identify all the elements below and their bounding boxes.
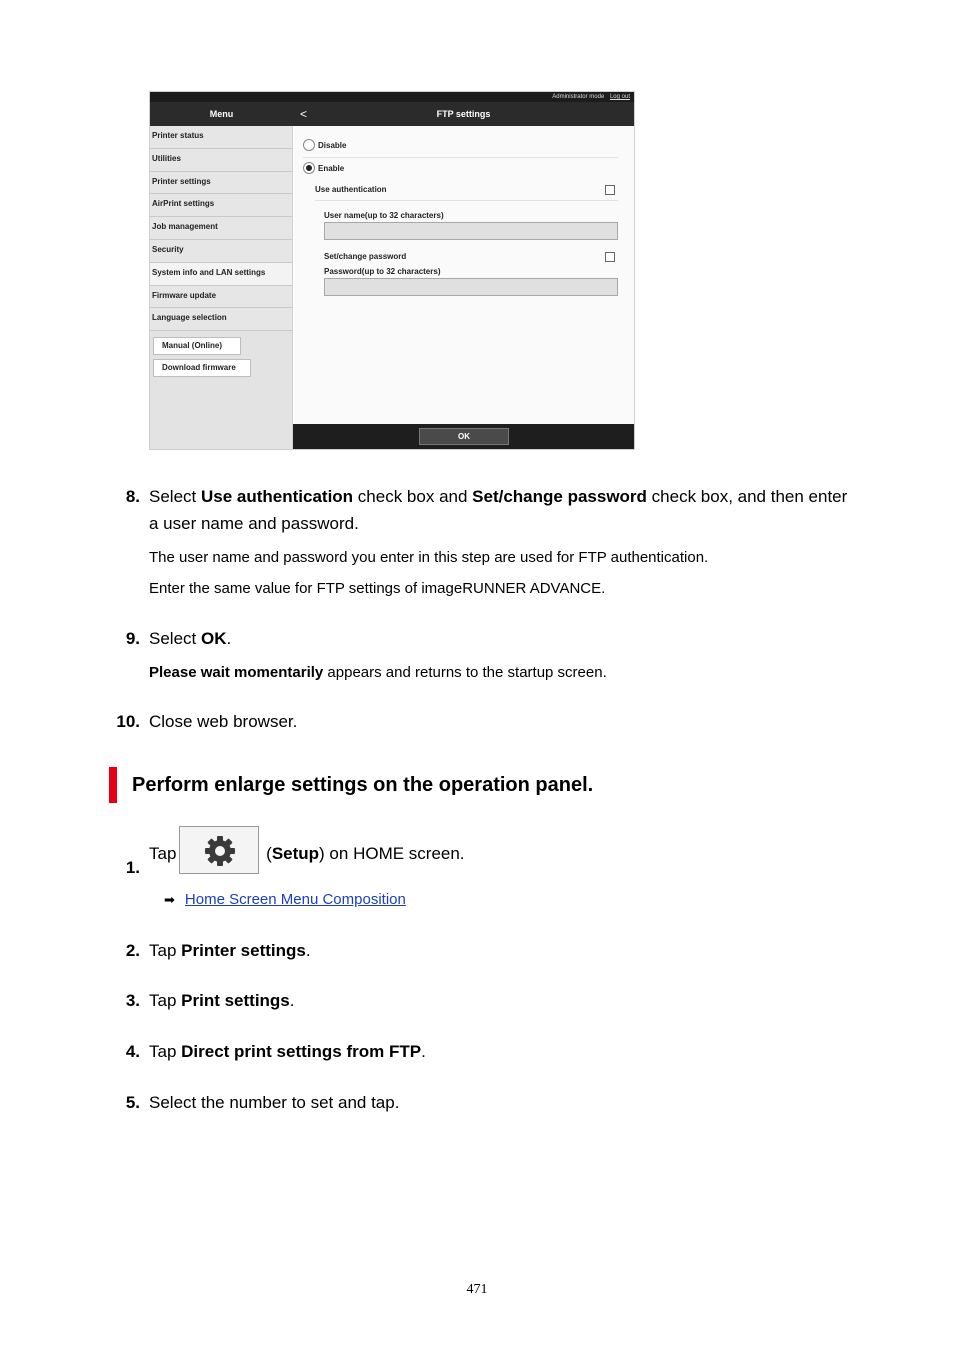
home-screen-link-row <box>164 890 406 910</box>
section-accent-bar <box>109 767 117 803</box>
ftp-settings-screenshot <box>149 91 635 450</box>
ok-bold: OK <box>200 629 227 648</box>
menu-title: Menu <box>209 109 234 119</box>
password-label: Password(up to 32 characters) <box>324 267 441 276</box>
radio-disable-label: Disable <box>318 140 347 150</box>
section-title: Perform enlarge settings on the operation panel. <box>132 774 594 796</box>
use-authentication-bold: Use authentication <box>200 487 354 506</box>
text: . <box>226 629 232 648</box>
text: . <box>305 941 311 960</box>
step-9-number: 9. <box>125 629 140 648</box>
back-arrow-icon[interactable]: < <box>300 107 308 121</box>
text: appears and returns to the startup screen. <box>323 664 607 681</box>
ok-button[interactable]: OK <box>419 428 509 445</box>
substep-1-number: 1. <box>125 858 140 877</box>
substep-2-text <box>149 937 849 964</box>
substep-5-number: 5. <box>125 1093 140 1112</box>
step-8-number: 8. <box>125 487 140 506</box>
text: . <box>421 1042 426 1061</box>
text: Tap <box>149 991 182 1010</box>
sidebar-item-airprint-settings[interactable]: AirPrint settings <box>150 194 292 217</box>
set-password-label: Set/change password <box>324 252 407 261</box>
password-input[interactable] <box>324 278 618 296</box>
use-authentication-checkbox[interactable] <box>605 185 615 195</box>
please-wait-bold: Please wait momentarily <box>149 664 324 681</box>
screenshot-sidebar <box>150 126 293 449</box>
text: Select <box>149 487 201 506</box>
home-screen-menu-link[interactable]: Home Screen Menu Composition <box>184 891 406 908</box>
text: check box, and then enter a user name and password. <box>149 487 848 533</box>
page-number: 471 <box>466 1282 488 1297</box>
sidebar-item-firmware-update[interactable]: Firmware update <box>150 286 292 309</box>
screenshot-footer <box>293 424 634 449</box>
step-10-text: Close web browser. <box>149 712 298 731</box>
text: Select <box>149 629 201 648</box>
text: ) on HOME screen. <box>319 844 465 863</box>
text: Tap <box>149 941 182 960</box>
download-firmware-button[interactable]: Download firmware <box>153 359 251 377</box>
step-9-text <box>149 625 849 652</box>
logout-link[interactable]: Log out <box>609 94 630 100</box>
manual-online-button[interactable]: Manual (Online) <box>153 337 241 355</box>
substep-2-number: 2. <box>125 941 140 960</box>
sidebar-item-printer-settings[interactable]: Printer settings <box>150 172 292 195</box>
step-8-text <box>149 483 849 537</box>
admin-top-strip <box>150 92 634 102</box>
ftp-settings-title: FTP settings <box>436 109 491 119</box>
substep-3-number: 3. <box>125 991 140 1010</box>
sidebar-item-language-selection[interactable]: Language selection <box>150 308 292 331</box>
step-9-note <box>149 663 607 683</box>
setup-button-image <box>179 826 259 874</box>
arrow-right-icon: ➡ <box>164 892 175 907</box>
substep-3-text <box>149 987 849 1014</box>
screenshot-header <box>150 102 634 126</box>
text: Tap <box>149 844 177 863</box>
sidebar-item-security[interactable]: Security <box>150 240 292 263</box>
sidebar-item-utilities[interactable]: Utilities <box>150 149 292 172</box>
step-10-number: 10. <box>116 712 140 731</box>
substep-5-text: Select the number to set and tap. <box>149 1093 400 1112</box>
printer-settings-bold: Printer settings <box>181 941 306 960</box>
setup-bold: Setup <box>271 844 320 863</box>
divider <box>315 200 618 201</box>
text: . <box>289 991 295 1010</box>
divider <box>303 157 618 158</box>
radio-enable[interactable] <box>303 162 344 174</box>
step-8-note-1: The user name and password you enter in this step are used for FTP authentication. <box>149 549 709 566</box>
text: Tap <box>149 1042 182 1061</box>
admin-mode-label: Administrator mode <box>552 94 605 100</box>
set-password-checkbox[interactable] <box>605 252 615 262</box>
use-authentication-label: Use authentication <box>315 185 387 194</box>
radio-disable-circle[interactable] <box>303 139 315 151</box>
print-settings-bold: Print settings <box>181 991 290 1010</box>
ftp-settings-content <box>294 126 634 424</box>
username-label: User name(up to 32 characters) <box>324 211 444 220</box>
direct-print-settings-bold: Direct print settings from FTP <box>181 1042 422 1061</box>
gear-icon <box>204 835 236 867</box>
sidebar-item-printer-status[interactable]: Printer status <box>150 126 292 149</box>
sidebar-item-system-info[interactable]: System info and LAN settings <box>150 263 292 286</box>
text: check box and <box>353 487 473 506</box>
username-input[interactable] <box>324 222 618 240</box>
text: ( <box>261 844 272 863</box>
sidebar-item-job-management[interactable]: Job management <box>150 217 292 240</box>
radio-enable-label: Enable <box>318 163 345 173</box>
radio-enable-circle[interactable] <box>303 162 315 174</box>
substep-1-text <box>149 826 849 874</box>
radio-disable[interactable] <box>303 139 346 151</box>
substep-4-number: 4. <box>125 1042 140 1061</box>
substep-4-text <box>149 1038 849 1065</box>
step-8-note-2: Enter the same value for FTP settings of imageRUNNER ADVANCE. <box>149 580 606 597</box>
set-change-password-bold: Set/change password <box>472 487 647 506</box>
